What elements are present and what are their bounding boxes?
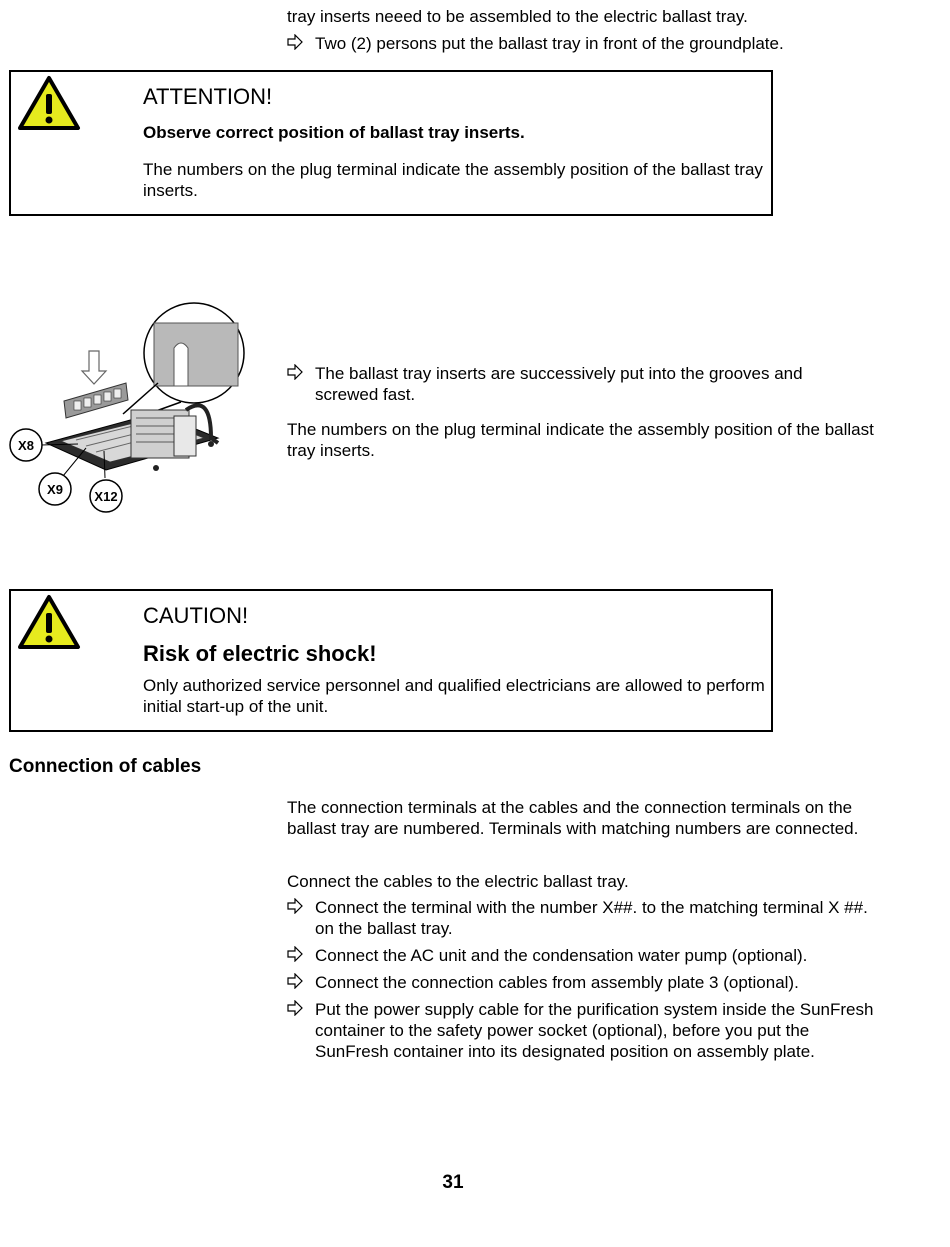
bullet-text: Connect the AC unit and the condensation water pump (optional). <box>315 946 808 965</box>
bullet-ac-unit <box>287 945 877 966</box>
callout-x12 <box>90 480 122 512</box>
page-number: 31 <box>442 1172 464 1193</box>
attention-subtitle: Observe correct position of ballast tray inserts. <box>143 123 525 142</box>
bullet-text: Connect the terminal with the number X##. to the matching terminal X ##. on the ballast tray. <box>315 898 868 938</box>
arrow-right-icon <box>287 946 303 962</box>
figure-note: The numbers on the plug terminal indicate the assembly position of the ballast tray inserts. <box>287 420 874 460</box>
magnifier-detail <box>123 303 244 420</box>
warning-icon <box>17 74 81 132</box>
attention-text: The numbers on the plug terminal indicate the assembly position of the ballast tray inserts. <box>143 160 763 200</box>
attention-title: ATTENTION! <box>143 84 273 109</box>
ballast-tray-illustration <box>6 298 246 520</box>
bullet-terminal <box>287 897 877 939</box>
attention-box <box>9 70 773 216</box>
insert-arrow-icon <box>82 351 106 384</box>
bullet-groundplate <box>287 33 887 54</box>
caution-text: Only authorized service personnel and qualified electricians are allowed to perform initial start-up of the unit. <box>143 676 765 716</box>
continuation-text: tray inserts neeed to be assembled to the electric ballast tray. <box>287 7 748 26</box>
callout-label: X9 <box>47 482 63 497</box>
bullet-text: Connect the connection cables from assembly plate 3 (optional). <box>315 973 799 992</box>
section-heading: Connection of cables <box>9 756 202 777</box>
bullet-power-supply <box>287 999 877 1062</box>
callout-x8 <box>10 429 42 461</box>
tray-insert <box>64 383 128 418</box>
callout-x9 <box>39 473 71 505</box>
bullet-text: Put the power supply cable for the purification system inside the SunFresh container to the safety power socket (optional), before you put the SunFresh container into its designated position on assembly plate. <box>315 1000 874 1061</box>
bullet-inserts <box>287 363 867 405</box>
callout-label: X12 <box>94 489 118 504</box>
arrow-right-icon <box>287 364 303 380</box>
arrow-right-icon <box>287 973 303 989</box>
caution-title: CAUTION! <box>143 603 249 628</box>
arrow-right-icon <box>287 898 303 914</box>
caution-box <box>9 589 773 732</box>
arrow-right-icon <box>287 34 303 50</box>
caution-subtitle: Risk of electric shock! <box>143 641 377 666</box>
bullet-text: Two (2) persons put the ballast tray in front of the groundplate. <box>315 34 784 53</box>
cables-lead: Connect the cables to the electric ballast tray. <box>287 872 629 891</box>
bullet-text: The ballast tray inserts are successively put into the grooves and screwed fast. <box>315 364 803 404</box>
bullet-assembly-plate <box>287 972 877 993</box>
arrow-right-icon <box>287 1000 303 1016</box>
cables-intro: The connection terminals at the cables and the connection terminals on the ballast tray are numbered. Terminals with matching numbers are connected. <box>287 798 859 838</box>
warning-icon <box>17 593 81 651</box>
callout-label: X8 <box>18 438 34 453</box>
